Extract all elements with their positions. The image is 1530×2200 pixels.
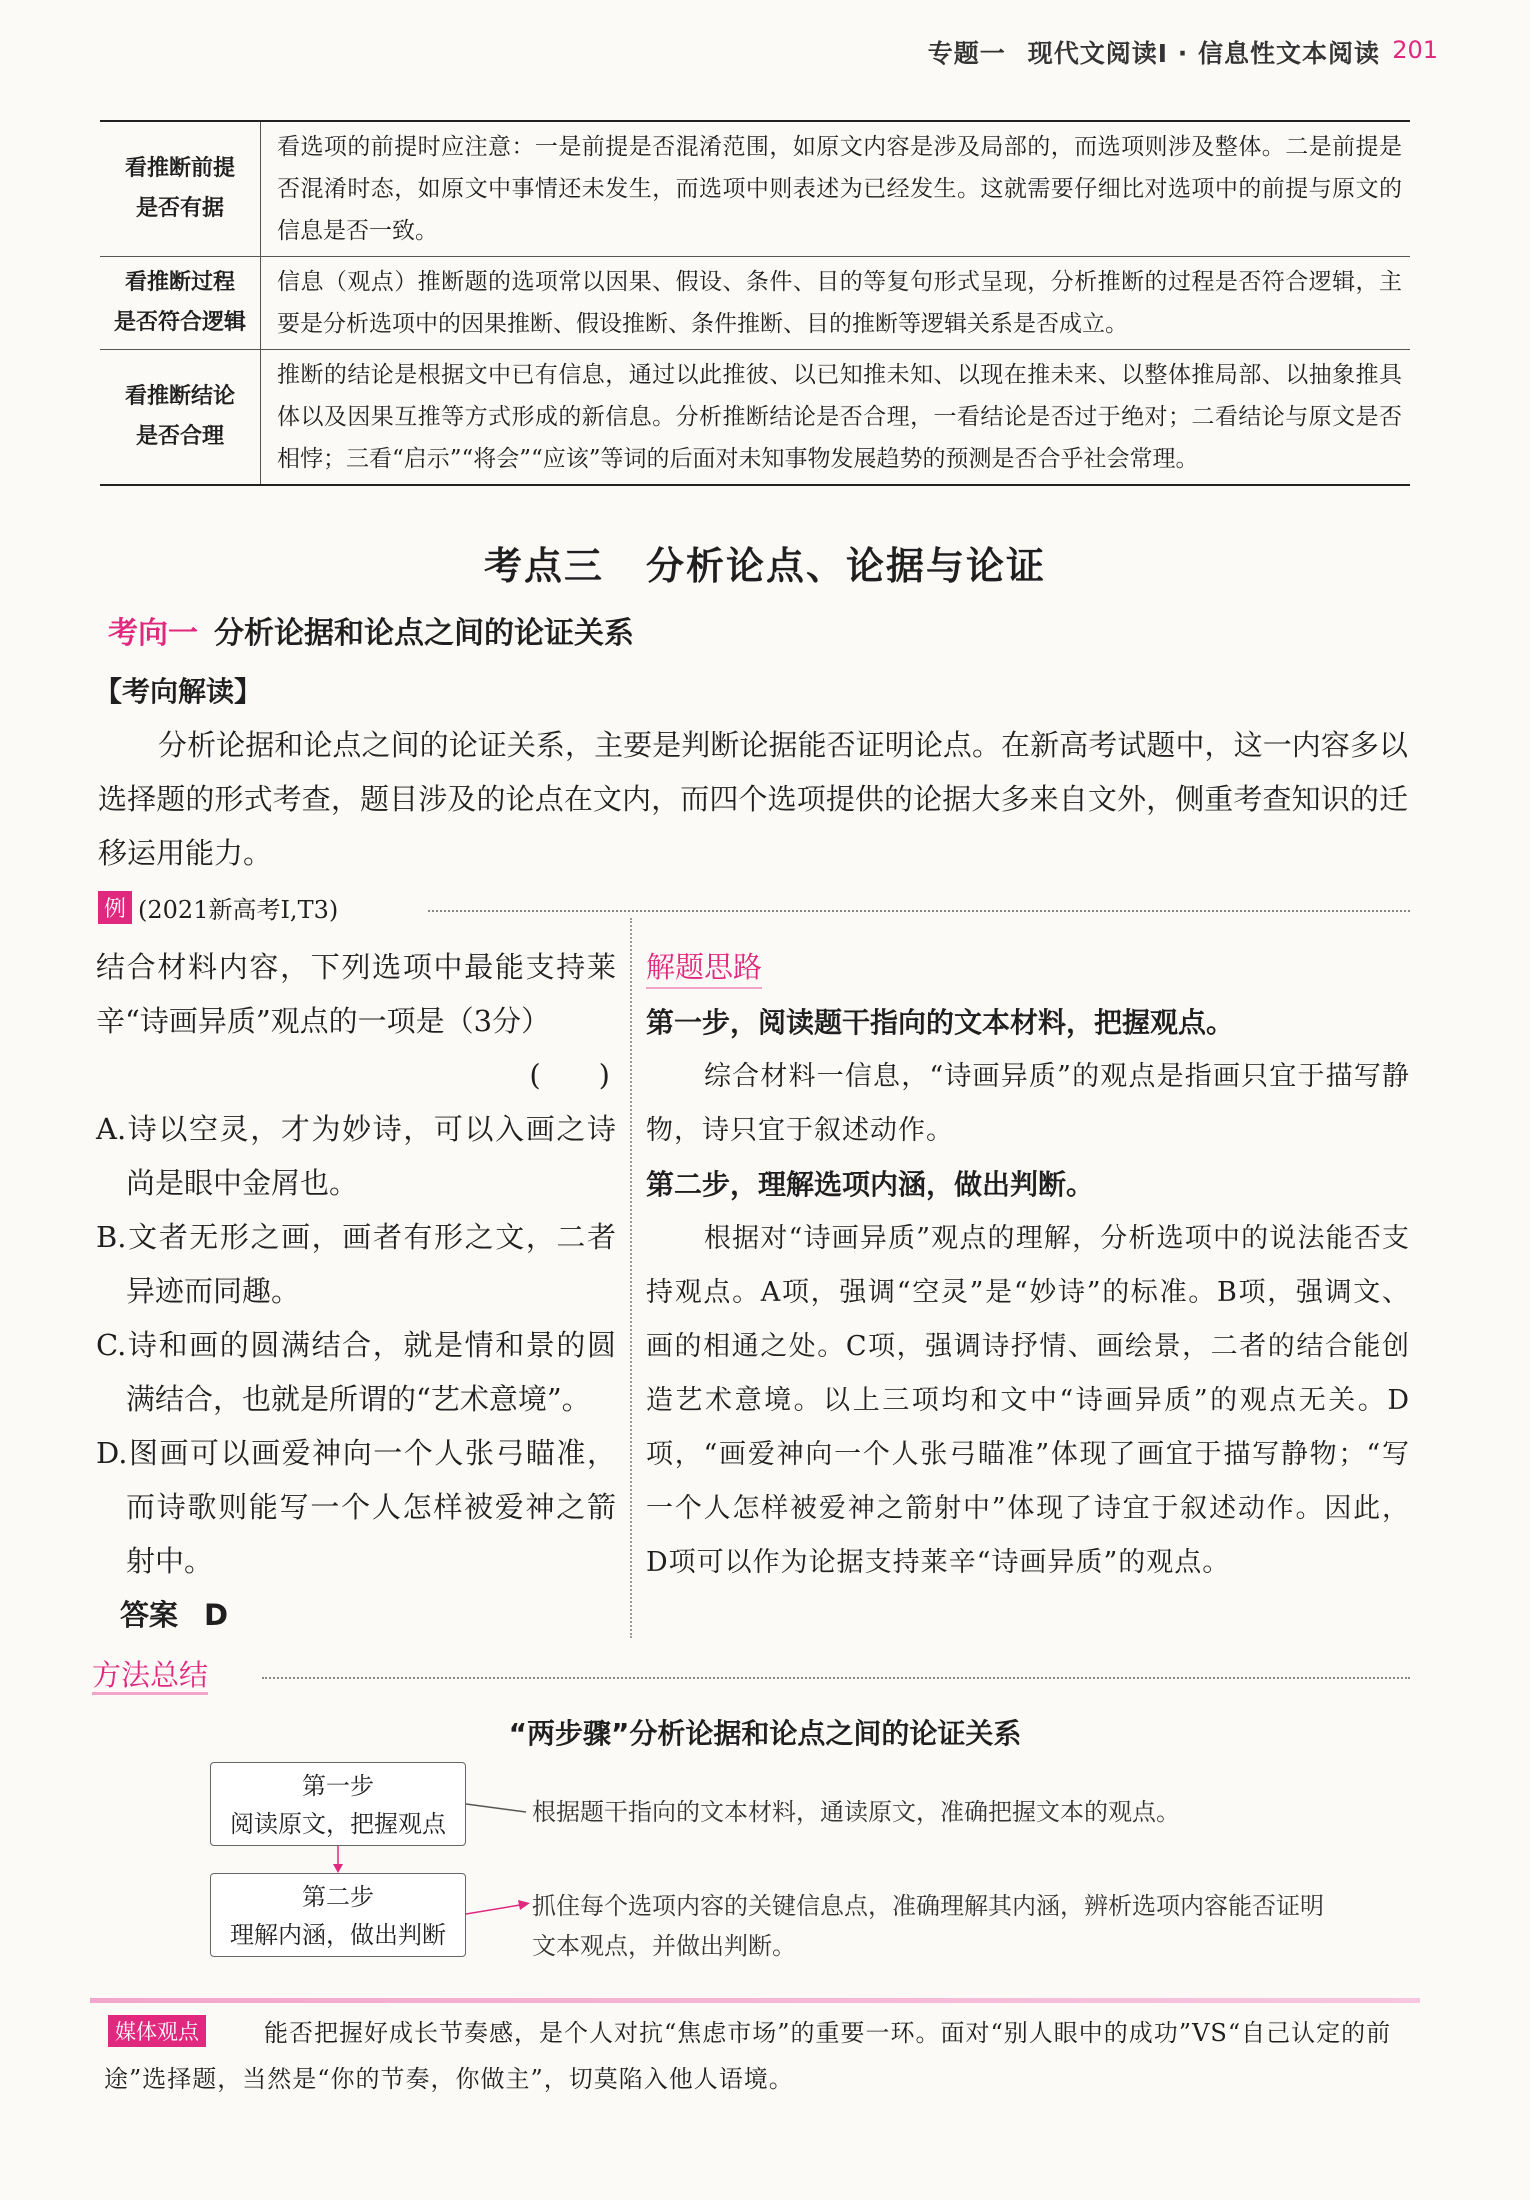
answer-value: D	[204, 1598, 229, 1632]
option-a: A.诗以空灵，才为妙诗，可以入画之诗尚是眼中金屑也。	[96, 1112, 616, 1200]
label-line: 是否符合逻辑	[113, 310, 246, 335]
interpretation-label: 【考向解读】	[94, 675, 263, 708]
flow-step2-desc: 抓住每个选项内容的关键信息点，准确理解其内涵，辨析选项内容能否证明文本观点，并做出判断。	[532, 1892, 1324, 1960]
flow-step2-subtitle: 理解内涵，做出判断	[230, 1921, 446, 1949]
label-line: 看推断过程	[124, 270, 235, 295]
connector-line	[466, 1804, 526, 1812]
example-source: (2021新高考Ⅰ,T3)	[138, 896, 339, 924]
arrow-right-icon	[518, 1900, 530, 1910]
direction-tag: 考向一	[108, 616, 198, 651]
option-b: B.文者无形之画，画者有形之文，二者异迹而同趣。	[96, 1220, 616, 1308]
direction-title: 分析论据和论点之间的论证关系	[214, 616, 634, 651]
header-topic: 专题一	[927, 39, 1006, 68]
header-title: 现代文阅读Ⅰ · 信息性文本阅读	[1027, 39, 1380, 68]
section-name: 分析论点、论据与论证	[646, 544, 1047, 588]
footer-text: 能否把握好成长节奏感，是个人对抗“焦虑市场”的重要一环。面对“别人眼中的成功”VS“自己认定的前途”选择题，当然是“你的节奏，你做主”，切莫陷入他人语境。	[104, 2019, 1392, 2093]
label-line: 是否合理	[135, 424, 224, 449]
connector-line	[466, 1904, 526, 1914]
flow-step1-desc: 根据题干指向的文本材料，通读原文，准确把握文本的观点。	[532, 1798, 1180, 1826]
answer-label: 答案	[120, 1598, 179, 1632]
answer-blank: ( )	[529, 1058, 610, 1092]
table-row-desc: 信息（观点）推断题的选项常以因果、假设、条件、目的等复句形式呈现，分析推断的过程是否符合逻辑，主要是分析选项中的因果推断、假设推断、条件推断、目的推断等逻辑关系是否成立。	[261, 257, 1411, 350]
example-tag: 例	[98, 891, 132, 924]
solution-step1-title: 第一步，阅读题干指向的文本材料，把握观点。	[646, 1006, 1235, 1039]
arrow-down-icon	[333, 1864, 343, 1873]
question-stem: 结合材料内容，下列选项中最能支持莱辛“诗画异质”观点的一项是（3分）	[96, 950, 616, 1038]
flow-step1-subtitle: 阅读原文，把握观点	[230, 1810, 446, 1838]
label-line: 是否有据	[135, 196, 224, 221]
flow-step2-box	[210, 1873, 466, 1957]
solution-step2-text: 根据对“诗画异质”观点的理解，分析选项中的说法能否支持观点。A项，强调“空灵”是“妙诗”的标准。B项，强调文、画的相通之处。C项，强调诗抒情、画绘景，二者的结合能创造艺术意境。以上三项均和文中“诗画异质”的观点无关。D项，“画爱神向一个人张弓瞄准”体现了画宜于描写静物；“写一个人怎样被爱神之箭射中”体现了诗宜于叙述动作。因此，D项可以作为论据支持莱辛“诗画异质”的观点。	[646, 1223, 1410, 1578]
solution-step1-text: 综合材料一信息，“诗画异质”的观点是指画只宜于描写静物，诗只宜于叙述动作。	[646, 1061, 1410, 1146]
flow-title: “两步骤”分析论据和论点之间的论证关系	[508, 1717, 1022, 1750]
section-number: 考点三	[483, 544, 604, 588]
method-tag: 方法总结	[92, 1658, 208, 1695]
flow-step2-title: 第二步	[302, 1883, 374, 1911]
table-row-desc: 看选项的前提时应注意：一是前提是否混淆范围，如原文内容是涉及局部的，而选项则涉及整体。二是前提是否混淆时态，如原文中事情还未发生，而选项中则表述为已经发生。这就需要仔细比对选项中的前提与原文的信息是否一致。	[277, 134, 1402, 244]
solution-step2-title: 第二步，理解选项内涵，做出判断。	[646, 1168, 1095, 1201]
label-line: 看推断前提	[124, 156, 235, 181]
solution-heading: 解题思路	[646, 947, 762, 989]
label-line: 看推断结论	[124, 384, 235, 409]
flow-step1-box	[210, 1762, 466, 1846]
page-number: 201	[1392, 36, 1438, 64]
option-c: C.诗和画的圆满结合，就是情和景的圆满结合，也就是所谓的“艺术意境”。	[96, 1328, 616, 1416]
footer-tag: 媒体观点	[108, 2015, 206, 2047]
footer-divider	[90, 1998, 1420, 2003]
flow-step1-title: 第一步	[302, 1772, 374, 1800]
option-d: D.图画可以画爱神向一个人张弓瞄准，而诗歌则能写一个人怎样被爱神之箭射中。	[96, 1436, 616, 1578]
interpretation-text: 分析论据和论点之间的论证关系，主要是判断论据能否证明论点。在新高考试题中，这一内容多以选择题的形式考查，题目涉及的论点在文内，而四个选项提供的论据大多来自文外，侧重考查知识的迁移运用能力。	[98, 728, 1408, 870]
table-row-desc: 推断的结论是根据文中已有信息，通过以此推彼、以已知推未知、以现在推未来、以整体推局部、以抽象推具体以及因果互推等方式形成的新信息。分析推断结论是否合理，一看结论是否过于绝对；二看结论与原文是否相悖；三看“启示”“将会”“应该”等词的后面对未知事物发展趋势的预测是否合乎社会常理。	[261, 350, 1411, 486]
